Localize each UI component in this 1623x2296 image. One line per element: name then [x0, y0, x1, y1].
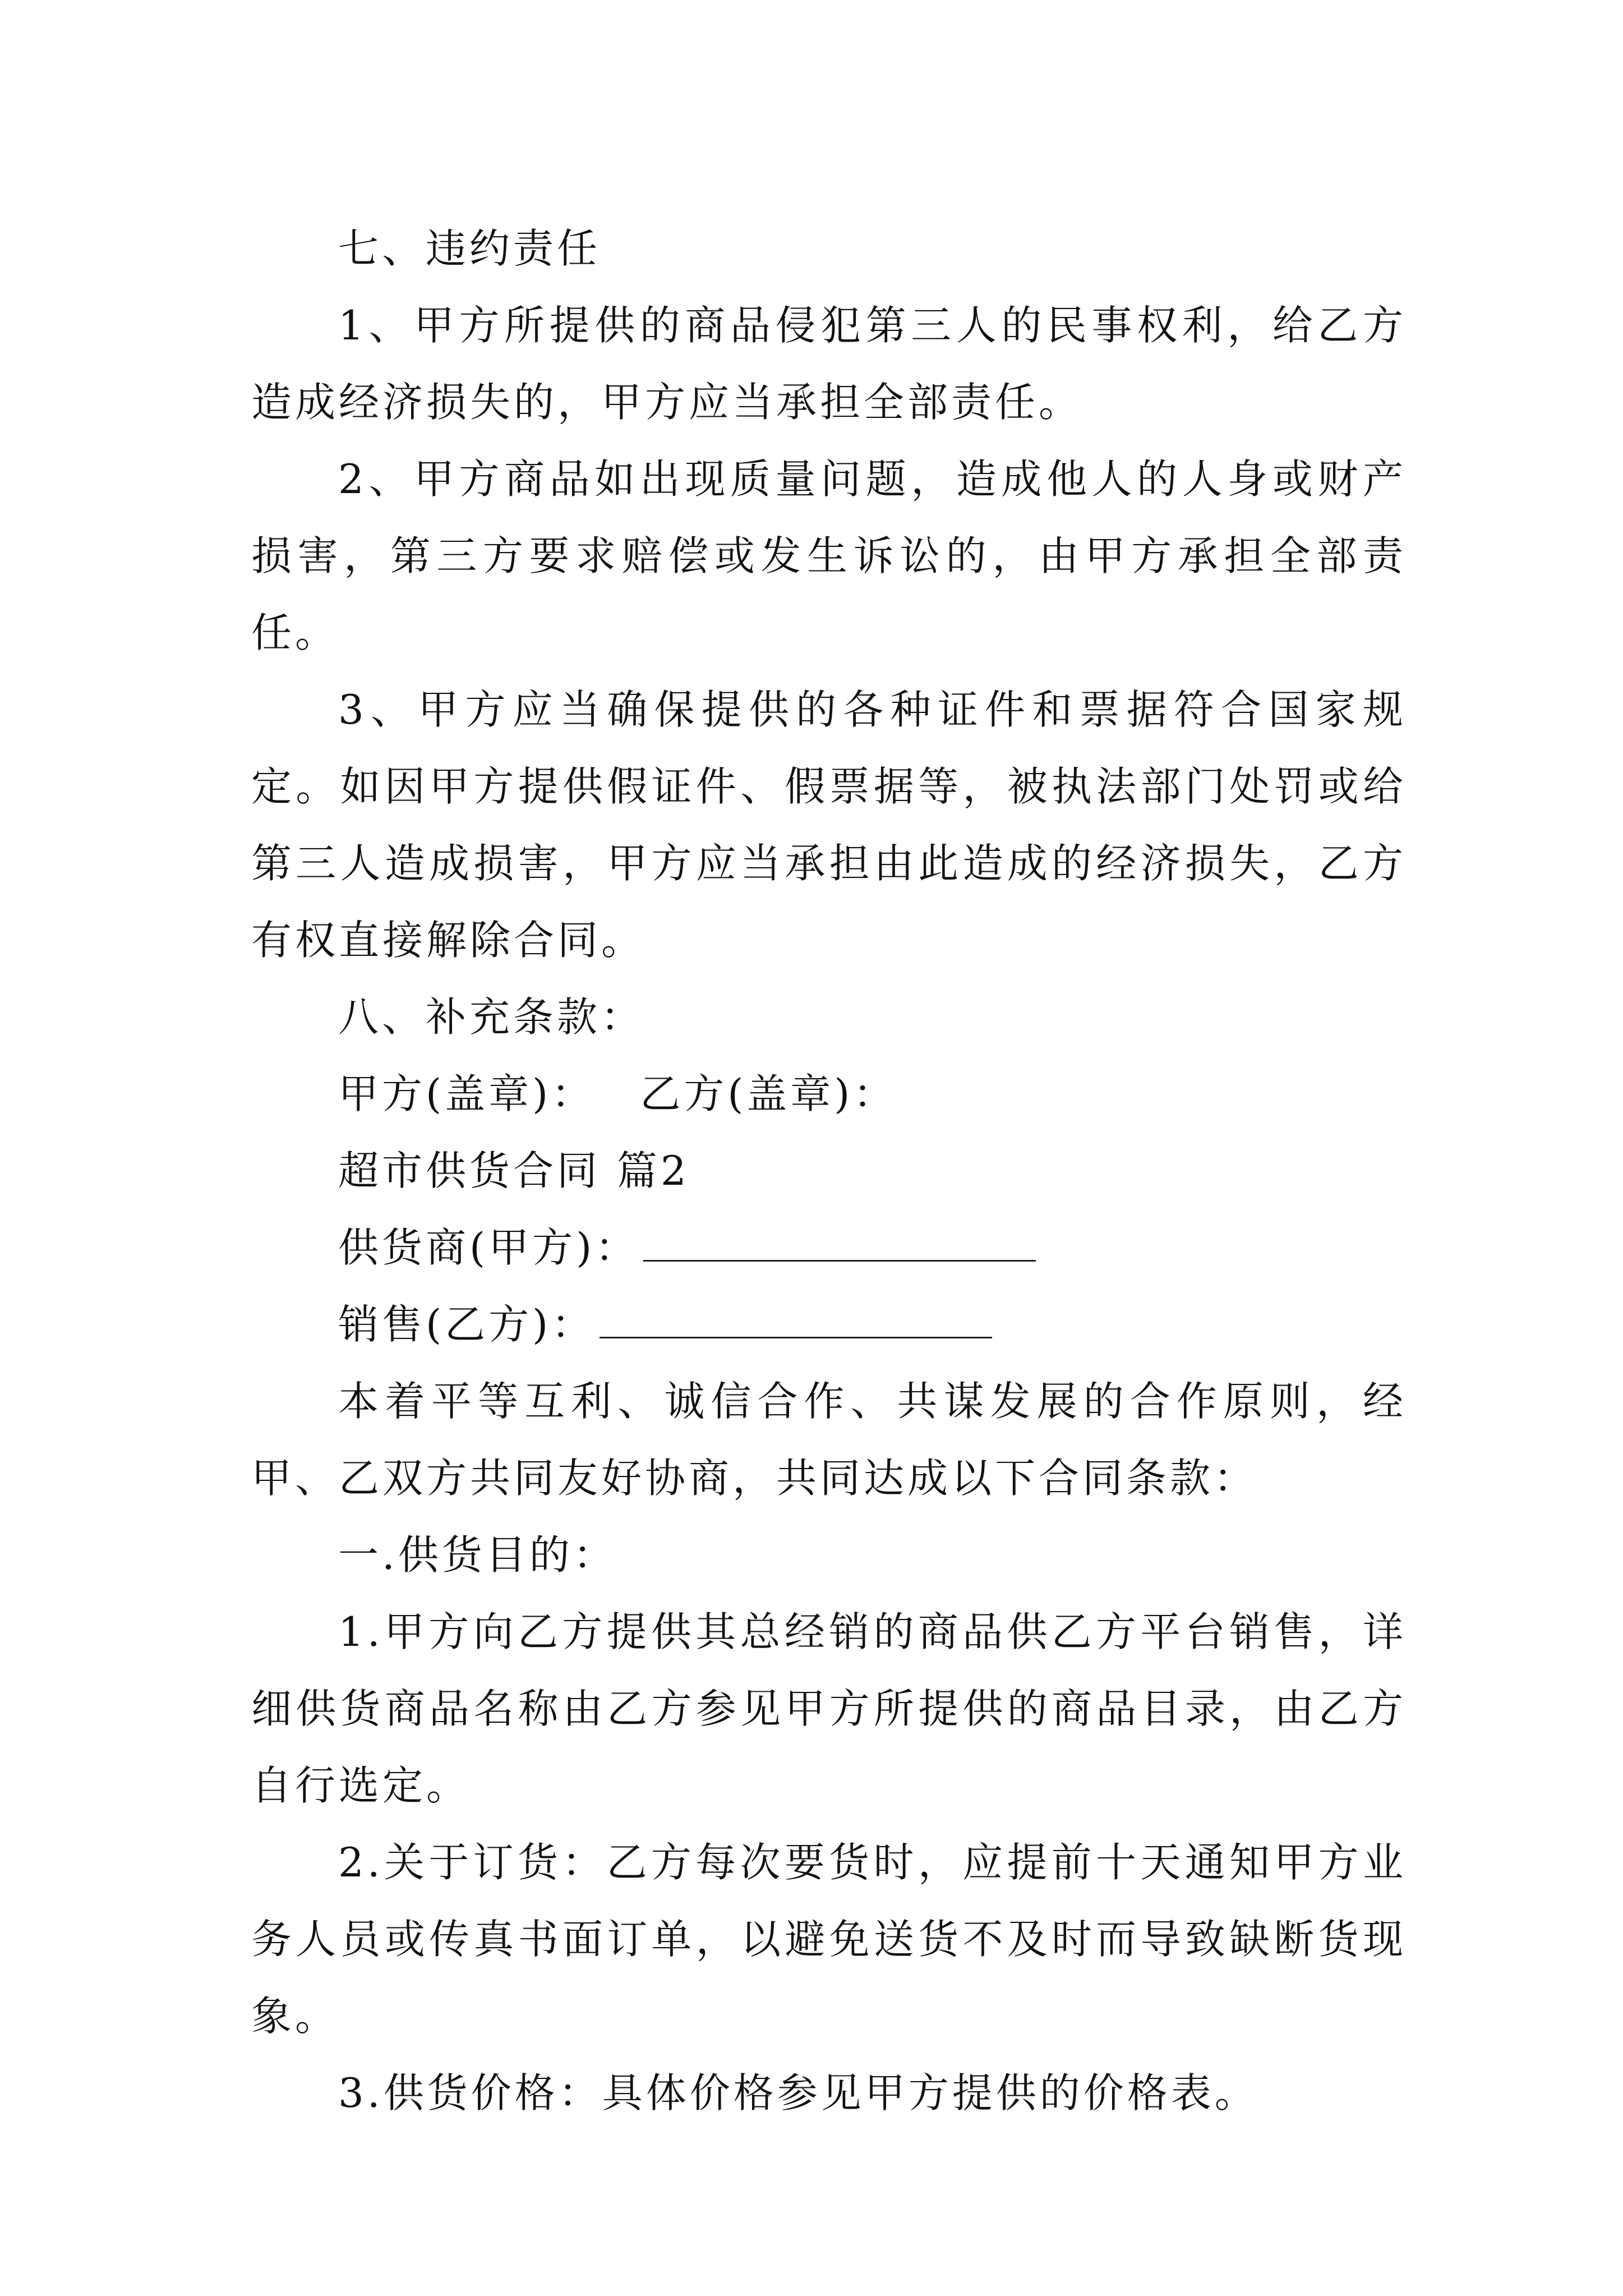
supplier-label: 供货商(甲方)： — [338, 1224, 639, 1271]
seller-label: 销售(乙方)： — [338, 1301, 596, 1348]
c2-item-1: 1.甲方向乙方提供其总经销的商品供乙方平台销售，详细供货商品名称由乙方参见甲方所提供的商品目录，由乙方自行选定。 — [251, 1608, 1407, 1809]
preamble: 本着平等互利、诚信合作、共谋发展的合作原则，经甲、乙双方共同友好协商，共同达成以下合同条款： — [251, 1378, 1407, 1502]
seller-line — [251, 1286, 1407, 1363]
contract2-title: 超市供货合同 篇2 — [338, 1147, 690, 1194]
supplier-line — [251, 1209, 1407, 1286]
section7-item-2: 2、甲方商品如出现质量问题，造成他人的人身或财产损害，第三方要求赔偿或发生诉讼的，由甲方承担全部责任。 — [251, 455, 1407, 656]
section7-item-3: 3、甲方应当确保提供的各种证件和票据符合国家规定。如因甲方提供假证件、假票据等，被执法部门处罚或给第三人造成损害，甲方应当承担由此造成的经济损失，乙方有权直接解除合同。 — [251, 686, 1407, 964]
c2-section1-title: 一.供货目的： — [338, 1531, 617, 1579]
party-b-seal-label: 乙方(盖章)： — [640, 1070, 897, 1117]
party-a-seal-label: 甲方(盖章)： — [338, 1070, 596, 1117]
section8-title: 八、补充条款： — [338, 993, 645, 1041]
section7-item-1: 1、甲方所提供的商品侵犯第三人的民事权利，给乙方造成经济损失的，甲方应当承担全部责任。 — [251, 302, 1407, 426]
section7-title: 七、违约责任 — [338, 225, 601, 272]
c2-item-3: 3.供货价格：具体价格参见甲方提供的价格表。 — [338, 2069, 1258, 2116]
seal-line — [251, 1056, 1407, 1133]
seller-blank-field[interactable] — [600, 1303, 992, 1338]
c2-item-2: 2.关于订货：乙方每次要货时，应提前十天通知甲方业务人员或传真书面订单，以避免送货不及时而导致缺断货现象。 — [251, 1839, 1407, 2040]
document-body — [251, 210, 1407, 2132]
supplier-blank-field[interactable] — [643, 1226, 1036, 1262]
